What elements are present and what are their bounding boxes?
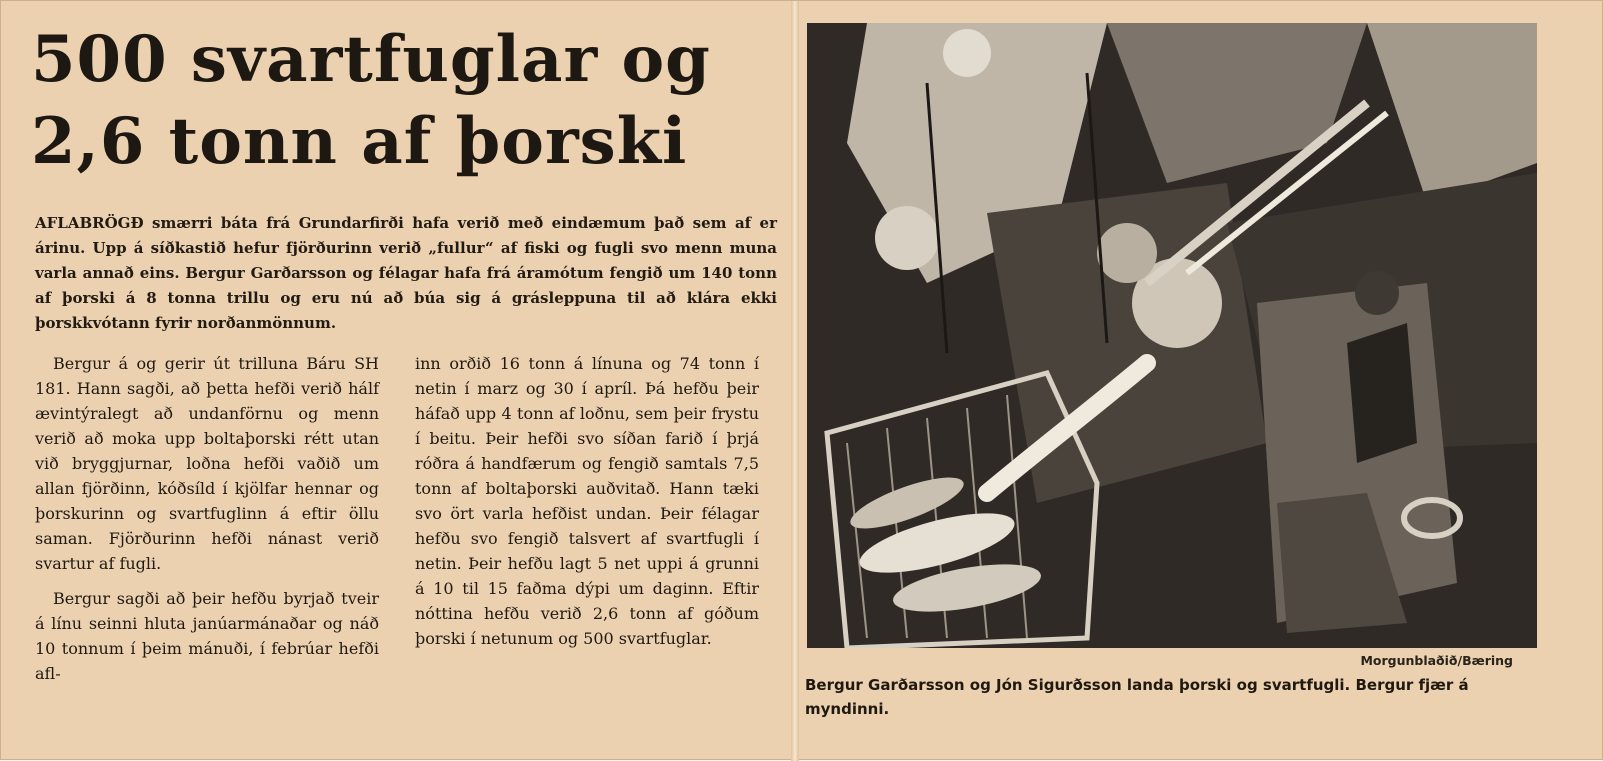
headline-line-2: 2,6 tonn af þorski	[31, 104, 688, 179]
article-column-2	[415, 351, 759, 661]
headline-line-1: 500 svartfuglar og	[31, 22, 711, 97]
lede-text: smærri báta frá Grundarfirði hafa verið með eindæmum það sem af er árinu. Upp á síðkastið hefur fjörðurinn verið „fullur“ af fiski og fugli svo menn muna varla annað eins. Bergur Garðarsson og félagar hafa frá áramótum fengið um 140 tonn af þorski á 8 tonna trillu og eru nú að búa sig á grásleppuna til að klára ekki þorskkvótann fyrir norðanmönnum.	[35, 214, 777, 332]
lede-prefix: AFLABRÖGÐ	[35, 214, 144, 232]
column-1-paragraph-2: Bergur sagði að þeir hefðu byrjað tveir á línu seinni hluta janúarmánaðar og náð 10 tonnum í þeim mánuði, í febrúar hefði afl-	[35, 589, 379, 683]
headline	[31, 19, 781, 183]
column-1-paragraph-1: Bergur á og gerir út trilluna Báru SH 181. Hann sagði, að þetta hefði verið hálf ævintýralegt að undanförnu og menn verið að moka upp boltaþorski rétt utan við bryggjurnar, loðna hefði vaðið um allan fjörðinn, kóðsíld í kjölfar hennar og þorskurinn og svartfuglinn á eftir öllu saman. Fjörðurinn hefði nánast verið svartur af fugli.	[35, 354, 379, 573]
photo-illustration	[807, 23, 1537, 648]
page-fold	[791, 1, 799, 761]
article-column-1	[35, 351, 379, 696]
column-2-paragraph-1: inn orðið 16 tonn á línuna og 74 tonn í netin í marz og 30 í apríl. Þá hefðu þeir háfað upp 4 tonn af loðnu, sem þeir frystu í beitu. Þeir hefði svo síðan farið í þrjá róðra á handfærum og fengið samtals 7,5 tonn af boltaþorski auðvitað. Hann tæki svo ört varla hefðist undan. Þeir félagar hefðu svo fengið talsvert af svartfugli í netin. Þeir hefðu lagt 5 net uppi á grunni á 10 til 15 faðma dýpi um daginn. Eftir nóttina hefðu verið 2,6 tonn af góðum þorski í netunum og 500 svartfuglar.	[415, 354, 759, 648]
lede-paragraph	[35, 211, 777, 336]
photo-caption: Bergur Garðarsson og Jón Sigurðsson landa þorski og svartfugli. Bergur fjær á myndinni.	[805, 676, 1469, 718]
news-photo	[807, 23, 1537, 648]
photo-credit: Morgunblaðið/Bæring	[1360, 653, 1513, 668]
